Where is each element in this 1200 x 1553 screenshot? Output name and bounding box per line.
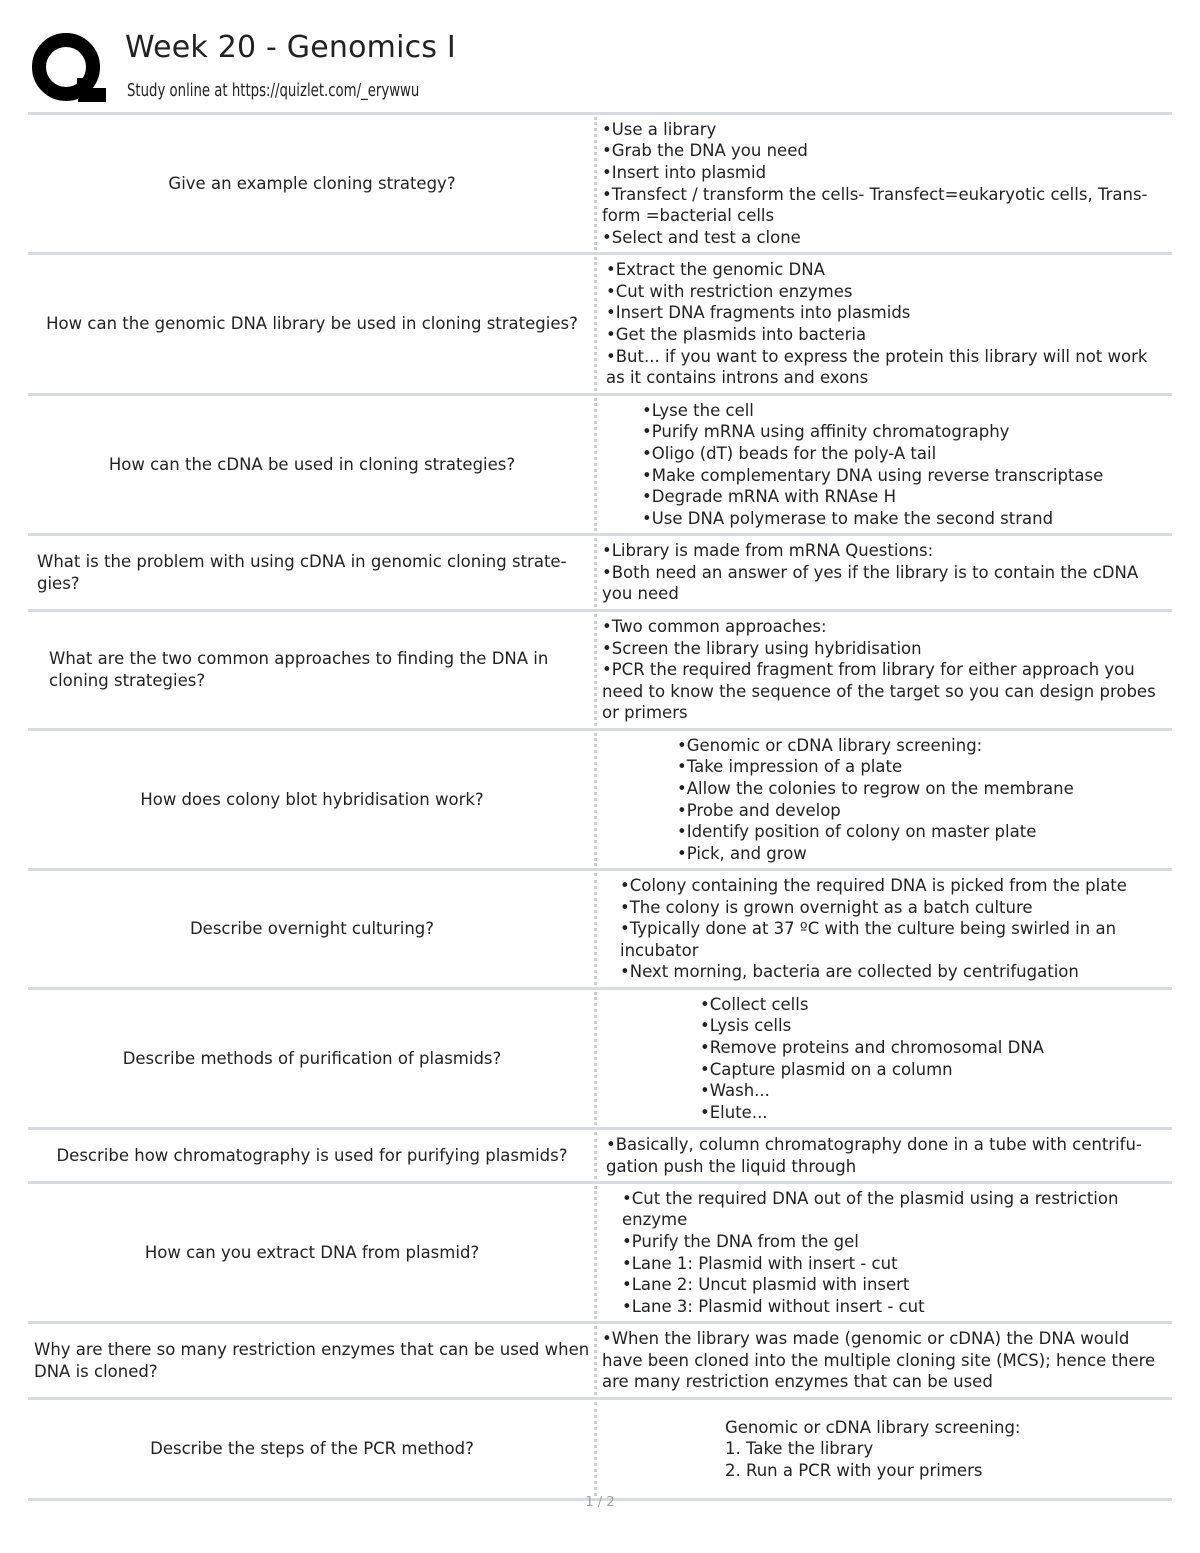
- definition-line: form =bacterial cells: [602, 206, 775, 226]
- definition-line: •Lane 1: Plasmid with insert - cut: [622, 1253, 898, 1273]
- definition-line: •Elute...: [700, 1102, 768, 1122]
- study-link[interactable]: Study online at https://quizlet.com/_erywwu: [127, 80, 420, 101]
- card-definition: [597, 396, 1172, 533]
- flashcard: [28, 252, 1172, 393]
- definition-line: •Lane 2: Uncut plasmid with insert: [622, 1275, 910, 1295]
- definition-line: are many restriction enzymes that can be used: [602, 1372, 993, 1392]
- definition-line: •Both need an answer of yes if the library is to contain the cDNA: [602, 562, 1139, 582]
- definition-line: •Pick, and grow: [677, 843, 807, 863]
- card-term: Give an example cloning strategy?: [168, 173, 456, 193]
- definition-line: •Grab the DNA you need: [602, 141, 808, 161]
- card-term: What is the problem with using cDNA in genomic cloning strate- gies?: [37, 551, 567, 593]
- card-definition: [597, 612, 1172, 728]
- definition-line: •Lyse the cell: [642, 400, 754, 420]
- definition-line: •Purify the DNA from the gel: [622, 1231, 859, 1251]
- definition-line: as it contains introns and exons: [606, 368, 869, 388]
- definition-line: •Next morning, bacteria are collected by centrifugation: [620, 962, 1079, 982]
- flashcard: [28, 1397, 1172, 1501]
- definition-line: 1. Take the library: [725, 1439, 874, 1459]
- definition-line: incubator: [620, 940, 699, 960]
- flashcard: [28, 1321, 1172, 1397]
- card-definition: [597, 871, 1172, 987]
- definition-line: •Use DNA polymerase to make the second strand: [642, 508, 1054, 528]
- card-definition: [597, 536, 1172, 609]
- definition-line: •Genomic or cDNA library screening:: [677, 735, 983, 755]
- flashcard: [28, 393, 1172, 533]
- card-term: Describe overnight culturing?: [189, 919, 435, 938]
- card-definition: [597, 115, 1172, 252]
- definition-line: •Take impression of a plate: [677, 757, 903, 777]
- card-term: How can the cDNA be used in cloning strategies?: [108, 454, 516, 474]
- definition-line: •The colony is grown overnight as a batch culture: [620, 897, 1033, 917]
- card-definition: [597, 1184, 1172, 1321]
- definition-line: •When the library was made (genomic or cDNA) the DNA would: [602, 1329, 1130, 1349]
- definition-line: •Screen the library using hybridisation: [602, 638, 922, 658]
- card-definition: [597, 731, 1172, 868]
- flashcard: [28, 609, 1172, 728]
- definition-line: •Wash...: [700, 1081, 770, 1101]
- definition-line: need to know the sequence of the target so you can design probes: [602, 681, 1156, 701]
- flashcard-list: [28, 112, 1172, 1501]
- definition-line: •Capture plasmid on a column: [700, 1059, 953, 1079]
- card-definition: [597, 255, 1172, 393]
- definition-line: •Insert DNA fragments into plasmids: [606, 303, 911, 323]
- definition-line: •Colony containing the required DNA is picked from the plate: [620, 876, 1127, 896]
- definition-line: •Identify position of colony on master plate: [677, 822, 1037, 842]
- card-term: How can the genomic DNA library be used in cloning strategies?: [46, 314, 578, 333]
- definition-line: •Oligo (dT) beads for the poly-A tail: [642, 443, 937, 463]
- quizlet-q-logo-icon: [30, 30, 106, 106]
- card-term: Describe the steps of the PCR method?: [150, 1439, 474, 1458]
- card-term: How can you extract DNA from plasmid?: [144, 1242, 480, 1262]
- flashcard: [28, 987, 1172, 1127]
- definition-line: •Purify mRNA using affinity chromatography: [642, 422, 1010, 442]
- definition-line: •Two common approaches:: [602, 617, 827, 637]
- definition-line: •Basically, column chromatography done in a tube with centrifu-: [606, 1134, 1142, 1154]
- definition-line: •Insert into plasmid: [602, 162, 767, 182]
- definition-line: •Allow the colonies to regrow on the membrane: [677, 778, 1074, 798]
- flashcard: [28, 533, 1172, 609]
- card-term: Describe how chromatography is used for purifying plasmids?: [56, 1145, 568, 1165]
- definition-line: •Make complementary DNA using reverse transcriptase: [642, 465, 1104, 485]
- definition-line: •Probe and develop: [677, 800, 841, 820]
- definition-line: •Transfect / transform the cells- Transfect=eukaryotic cells, Trans-: [602, 184, 1148, 204]
- flashcard: [28, 868, 1172, 987]
- definition-line: •PCR the required fragment from library for either approach you: [602, 660, 1135, 680]
- definition-line: Genomic or cDNA library screening:: [725, 1417, 1021, 1437]
- definition-line: you need: [602, 584, 679, 604]
- definition-line: gation push the liquid through: [606, 1156, 857, 1176]
- definition-line: •Typically done at 37 ºC with the culture being swirled in an: [620, 919, 1117, 939]
- definition-line: have been cloned into the multiple cloning site (MCS); hence there: [602, 1350, 1156, 1370]
- card-term: Why are there so many restriction enzymes that can be used when DNA is cloned?: [34, 1339, 590, 1381]
- definition-line: •Extract the genomic DNA: [606, 260, 825, 280]
- definition-line: •Collect cells: [700, 994, 809, 1014]
- definition-line: •Remove proteins and chromosomal DNA: [700, 1037, 1044, 1057]
- definition-line: •Cut the required DNA out of the plasmid using a restriction: [622, 1188, 1119, 1208]
- definition-line: •Use a library: [602, 119, 717, 139]
- definition-line: •Degrade mRNA with RNAse H: [642, 487, 896, 507]
- flashcard: [28, 1127, 1172, 1181]
- page-number: 1 / 2: [585, 1495, 615, 1510]
- flashcard: [28, 728, 1172, 868]
- definition-line: 2. Run a PCR with your primers: [725, 1460, 983, 1480]
- definition-line: •Select and test a clone: [602, 227, 801, 247]
- definition-line: •Library is made from mRNA Questions:: [602, 541, 934, 561]
- card-term: How does colony blot hybridisation work?: [140, 789, 484, 809]
- card-definition: [597, 1324, 1172, 1397]
- definition-line: •But... if you want to express the protein this library will not work: [606, 346, 1148, 366]
- page-title: Week 20 - Genomics I: [125, 30, 456, 65]
- card-definition: [597, 990, 1172, 1127]
- card-term: What are the two common approaches to finding the DNA in cloning strategies?: [49, 649, 549, 690]
- card-term: Describe methods of purification of plasmids?: [122, 1048, 502, 1068]
- definition-line: •Lysis cells: [700, 1016, 792, 1036]
- flashcard: [28, 1181, 1172, 1321]
- definition-line: •Cut with restriction enzymes: [606, 281, 853, 301]
- card-definition: [597, 1130, 1172, 1181]
- definition-line: •Get the plasmids into bacteria: [606, 325, 867, 344]
- definition-line: enzyme: [622, 1210, 688, 1230]
- definition-line: or primers: [602, 703, 688, 723]
- flashcard: [28, 112, 1172, 252]
- card-definition: [597, 1400, 1172, 1498]
- definition-line: •Lane 3: Plasmid without insert - cut: [622, 1296, 925, 1316]
